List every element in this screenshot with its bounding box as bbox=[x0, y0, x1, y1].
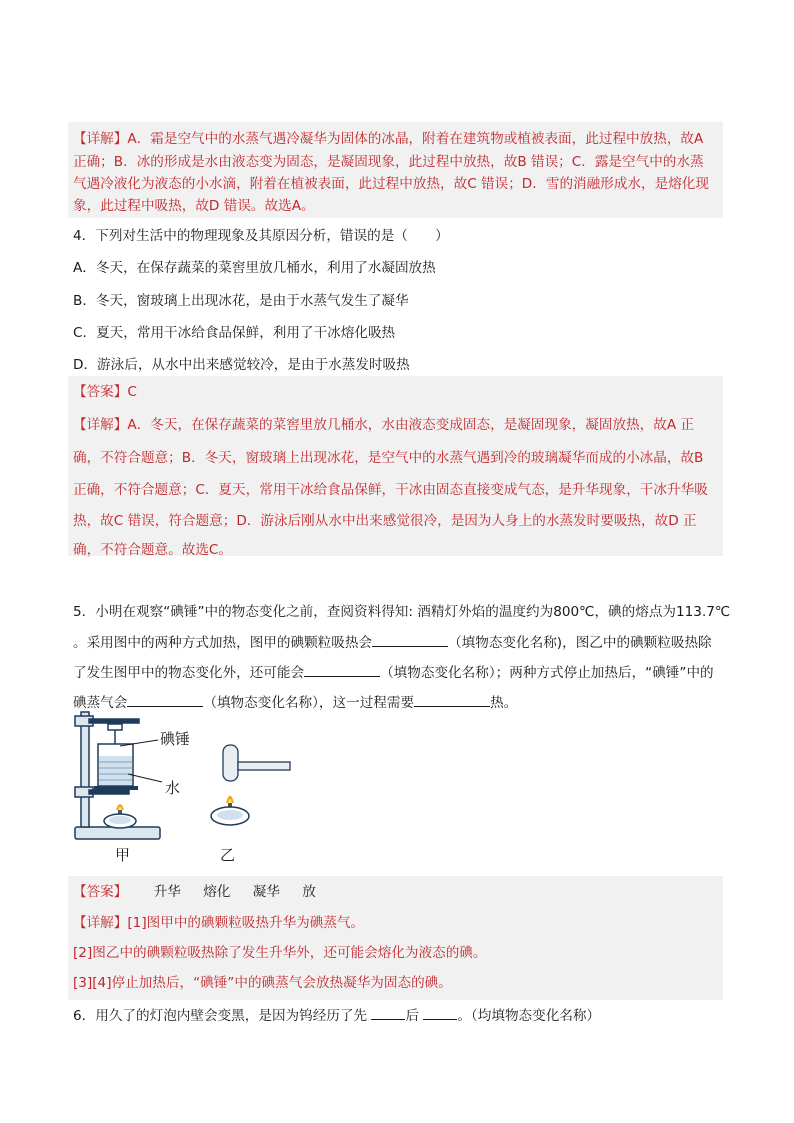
q4-option-b: B．冬天，窗玻璃上出现冰花，是由于水蒸气发生了凝华 bbox=[73, 293, 409, 309]
q6-text-b: 后 bbox=[405, 1008, 420, 1024]
q5-blank-2[interactable] bbox=[304, 663, 380, 677]
q5-line-3 bbox=[73, 663, 714, 682]
q5-line-4c: 热。 bbox=[490, 695, 518, 711]
gauze-platform bbox=[94, 786, 138, 790]
q4-explain-line-1: 【详解】A．冬天，在保存蔬菜的菜窖里放几桶水，水由液态变成固态，是凝固现象，凝固放热，故A 正 bbox=[73, 417, 695, 433]
q4-option-c: C．夏天，常用干冰给食品保鲜，利用了干冰熔化吸热 bbox=[73, 325, 396, 341]
q3-explain-line-4: 象，此过程中吸热，故D 错误。故选A。 bbox=[73, 198, 315, 214]
q5-answer-4: 放 bbox=[302, 884, 316, 900]
q5-explain-line-2: [2]图乙中的碘颗粒吸热除了发生升华外，还可能会熔化为液态的碘。 bbox=[73, 945, 487, 961]
q5-blank-1[interactable] bbox=[372, 633, 448, 647]
q4-option-a: A．冬天，在保存蔬菜的菜窖里放几桶水，利用了水凝固放热 bbox=[73, 260, 436, 276]
q6-blank-2[interactable] bbox=[423, 1006, 457, 1020]
beaker bbox=[98, 744, 133, 786]
q6-blank-1[interactable] bbox=[371, 1006, 405, 1020]
iodine-hammer-yi bbox=[223, 745, 290, 781]
q4-option-d: D．游泳后，从水中出来感觉较冷，是由于水蒸发时吸热 bbox=[73, 357, 410, 373]
q3-explain-line-3: 气遇冷液化为液态的小水滴，附着在植被表面，此过程中放热，故C 错误；D．雪的消融形成水，是熔化现 bbox=[73, 176, 709, 192]
q5-answer bbox=[73, 883, 316, 901]
q5-blank-4[interactable] bbox=[414, 693, 490, 707]
q5-answer-label: 【答案】 bbox=[73, 884, 128, 900]
q4-explain-line-5: 确，不符合题意。故选C。 bbox=[73, 542, 233, 558]
q6-line bbox=[73, 1006, 600, 1025]
q5-line-1: 5．小明在观察“碘锤”中的物态变化之前，查阅资料得知: 酒精灯外焰的温度约为800℃，碘的熔点为113.7℃ bbox=[73, 604, 731, 620]
label-yi: 乙 bbox=[220, 846, 236, 864]
q5-figure bbox=[70, 702, 300, 867]
q6-text-c: 。（均填物态变化名称） bbox=[457, 1008, 601, 1024]
q5-line-3b: （填物态变化名称）；两种方式停止加热后，“碘锤”中的 bbox=[380, 665, 714, 681]
q5-line-2 bbox=[73, 633, 712, 652]
q5-line-2a: 。采用图中的两种方式加热，图甲的碘颗粒吸热会 bbox=[73, 635, 373, 651]
q5-line-4a: 碘蒸气会 bbox=[73, 695, 128, 711]
q5-answer-3: 凝华 bbox=[252, 884, 280, 900]
q3-explain-line-1: 【详解】A．霜是空气中的水蒸气遇冷凝华为固体的冰晶，附着在建筑物或植被表面，此过程中放热，故A bbox=[73, 131, 704, 147]
q5-line-3a: 了发生图甲中的物态变化外，还可能会 bbox=[73, 665, 305, 681]
q4-answer: 【答案】C bbox=[73, 384, 137, 400]
q5-explain-line-1: 【详解】[1]图甲中的碘颗粒吸热升华为碘蒸气。 bbox=[73, 915, 365, 931]
q6-text-a: 6．用久了的灯泡内壁会变黑，是因为钨经历了先 bbox=[73, 1008, 368, 1024]
alcohol-lamp-jia bbox=[104, 804, 136, 828]
q5-answer-2: 熔化 bbox=[203, 884, 231, 900]
q4-explain-line-2: 确，不符合题意；B．冬天，窗玻璃上出现冰花，是空气中的水蒸气遇到冷的玻璃凝华而成的小冰晶，故B bbox=[73, 450, 704, 466]
label-iodine-hammer: 碘锤 bbox=[160, 730, 191, 748]
q5-line-2b: （填物态变化名称)，图乙中的碘颗粒吸热除 bbox=[448, 635, 712, 651]
alcohol-lamp-yi bbox=[211, 796, 249, 826]
q5-answer-1: 升华 bbox=[153, 884, 181, 900]
q4-explain-line-4: 热，故C 错误，符合题意；D．游泳后刚从水中出来感觉很冷，是因为人身上的水蒸发时要吸热，故D 正 bbox=[73, 513, 697, 529]
q5-explain-line-3: [3][4]停止加热后，“碘锤”中的碘蒸气会放热凝华为固态的碘。 bbox=[73, 975, 452, 991]
q3-explain-line-2: 正确；B．冰的形成是水由液态变为固态，是凝固现象，此过程中放热，故B 错误；C．露是空气中的水蒸 bbox=[73, 154, 704, 170]
label-jia: 甲 bbox=[115, 846, 131, 864]
q4-explain-line-3: 正确，不符合题意；C．夏天，常用干冰给食品保鲜，干冰由固态直接变成气态，是升华现象，干冰升华吸 bbox=[73, 482, 708, 498]
label-water: 水 bbox=[165, 779, 181, 797]
q5-line-4b: （填物态变化名称），这一过程需要 bbox=[203, 695, 415, 711]
q4-stem: 4．下列对生活中的物理现象及其原因分析，错误的是（ ） bbox=[73, 228, 449, 244]
